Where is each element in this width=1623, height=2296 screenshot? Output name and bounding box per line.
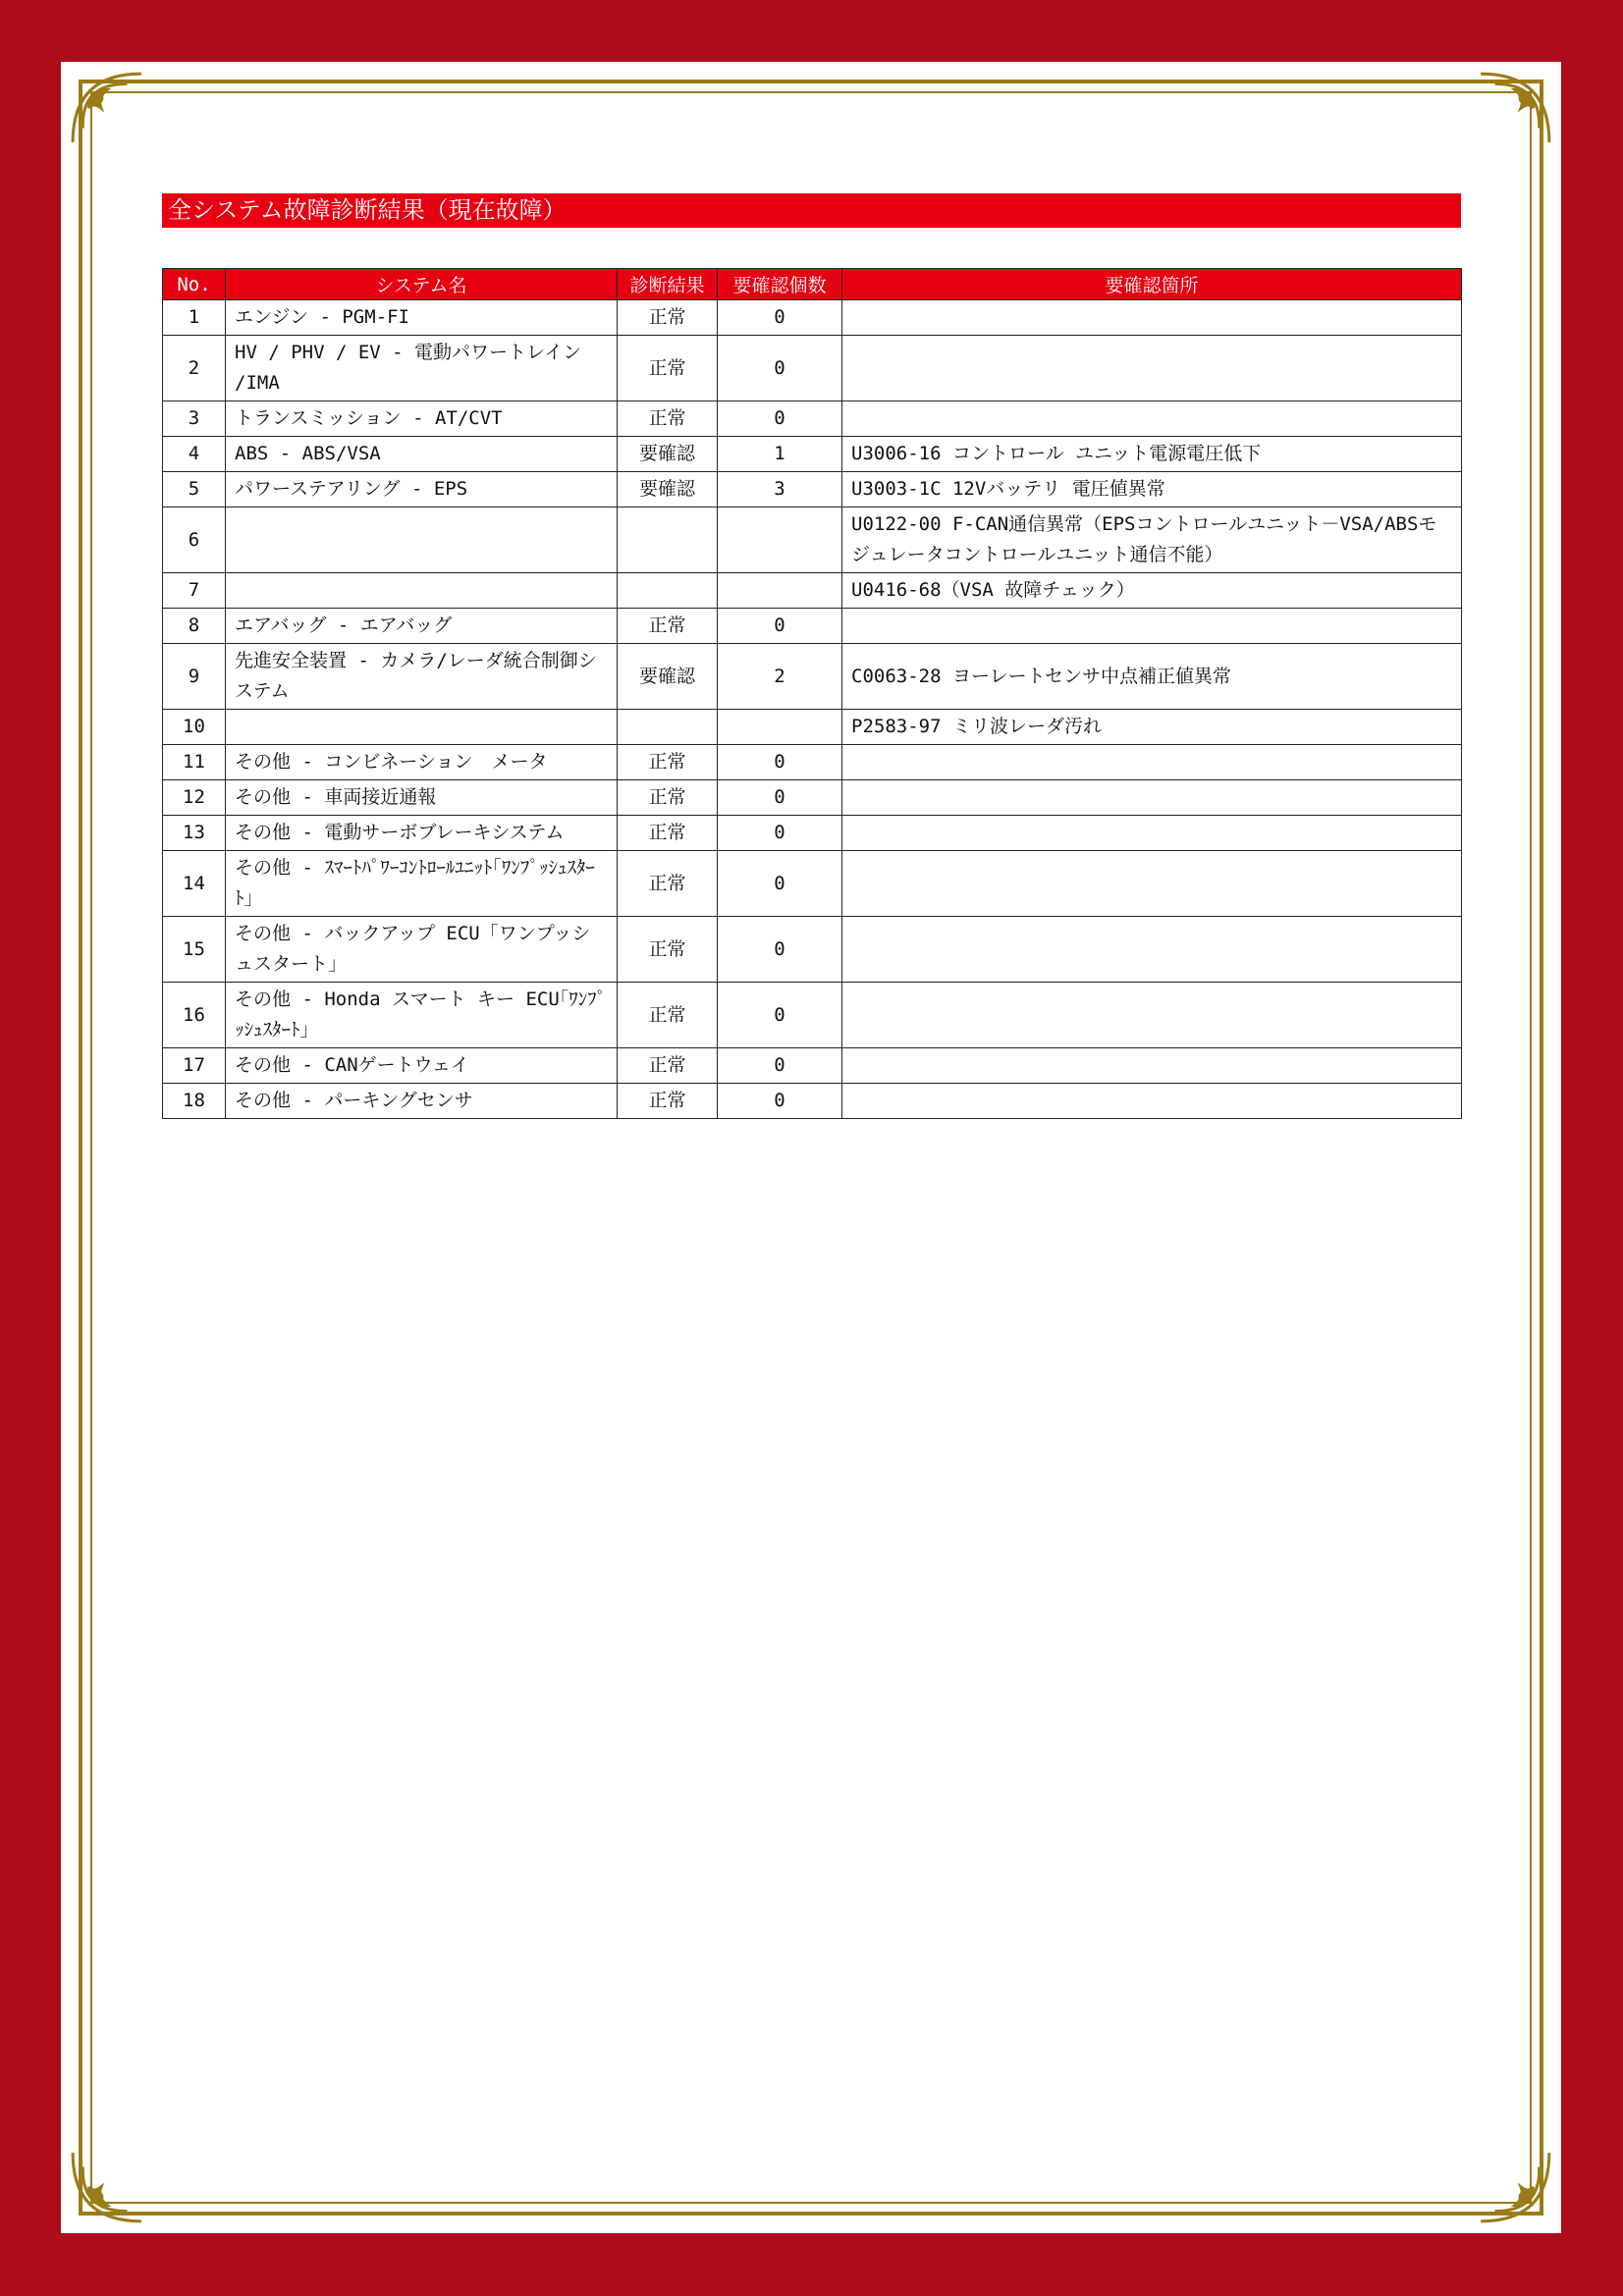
row-system: その他 - CANゲートウェイ [226, 1048, 618, 1084]
row-location: P2583-97 ミリ波レーダ汚れ [842, 710, 1462, 745]
table-row [163, 472, 1462, 507]
row-count: 0 [718, 816, 842, 851]
table-row [163, 507, 1462, 573]
table-row [163, 644, 1462, 710]
row-count: 0 [718, 745, 842, 780]
row-no: 2 [163, 336, 226, 401]
row-result: 正常 [618, 300, 718, 336]
row-result: 正常 [618, 401, 718, 437]
diagnosis-table [162, 268, 1462, 1119]
row-no: 14 [163, 851, 226, 917]
row-result: 正常 [618, 1048, 718, 1084]
row-system: トランスミッション - AT/CVT [226, 401, 618, 437]
table-row [163, 710, 1462, 745]
row-location [842, 983, 1462, 1048]
report-title: 全システム故障診断結果（現在故障） [162, 193, 1461, 228]
row-system: HV / PHV / EV - 電動パワートレイン /IMA [226, 336, 618, 401]
row-no: 11 [163, 745, 226, 780]
table-row [163, 609, 1462, 644]
row-count: 0 [718, 609, 842, 644]
row-result: 正常 [618, 336, 718, 401]
row-location [842, 917, 1462, 983]
row-location: U0416-68（VSA 故障チェック） [842, 573, 1462, 609]
row-system: パワーステアリング - EPS [226, 472, 618, 507]
row-location [842, 851, 1462, 917]
column-header-result: 診断結果 [618, 269, 718, 300]
row-system: 先進安全装置 - カメラ/レーダ統合制御システム [226, 644, 618, 710]
row-location [842, 780, 1462, 816]
row-no: 17 [163, 1048, 226, 1084]
table-row [163, 983, 1462, 1048]
table-row [163, 573, 1462, 609]
row-result: 要確認 [618, 437, 718, 472]
row-system [226, 573, 618, 609]
corner-ornament-icon [67, 2147, 147, 2227]
row-count [718, 710, 842, 745]
column-header-location: 要確認箇所 [842, 269, 1462, 300]
row-system: その他 - コンビネーション メータ [226, 745, 618, 780]
row-system: その他 - 車両接近通報 [226, 780, 618, 816]
row-result: 正常 [618, 851, 718, 917]
row-system: その他 - ｽﾏｰﾄﾊﾟﾜｰｺﾝﾄﾛｰﾙﾕﾆｯﾄ｢ﾜﾝﾌﾟｯｼｭｽﾀｰﾄ｣ [226, 851, 618, 917]
row-location [842, 1084, 1462, 1119]
row-count: 0 [718, 780, 842, 816]
row-no: 18 [163, 1084, 226, 1119]
row-count [718, 507, 842, 573]
row-no: 6 [163, 507, 226, 573]
row-system: その他 - 電動サーボブレーキシステム [226, 816, 618, 851]
row-count: 3 [718, 472, 842, 507]
row-system [226, 710, 618, 745]
row-system: エンジン - PGM-FI [226, 300, 618, 336]
row-result: 正常 [618, 816, 718, 851]
column-header-no: No. [163, 269, 226, 300]
row-location: U3003-1C 12Vバッテリ 電圧値異常 [842, 472, 1462, 507]
table-row [163, 816, 1462, 851]
row-result: 正常 [618, 917, 718, 983]
row-location [842, 300, 1462, 336]
row-count: 0 [718, 401, 842, 437]
row-system: ABS - ABS/VSA [226, 437, 618, 472]
corner-ornament-icon [67, 68, 147, 148]
table-row [163, 780, 1462, 816]
row-system: その他 - バックアップ ECU「ワンプッシュスタート」 [226, 917, 618, 983]
row-count: 0 [718, 983, 842, 1048]
row-no: 7 [163, 573, 226, 609]
row-count: 0 [718, 336, 842, 401]
corner-ornament-icon [1475, 2147, 1555, 2227]
row-location: C0063-28 ヨーレートセンサ中点補正値異常 [842, 644, 1462, 710]
row-count: 2 [718, 644, 842, 710]
row-location [842, 336, 1462, 401]
column-header-count: 要確認個数 [718, 269, 842, 300]
row-location: U3006-16 コントロール ユニット電源電圧低下 [842, 437, 1462, 472]
row-location [842, 1048, 1462, 1084]
row-result [618, 710, 718, 745]
table-row [163, 851, 1462, 917]
row-no: 16 [163, 983, 226, 1048]
row-no: 13 [163, 816, 226, 851]
row-result: 正常 [618, 745, 718, 780]
row-count: 0 [718, 300, 842, 336]
row-location: U0122-00 F-CAN通信異常（EPSコントロールユニット－VSA/ABSモジュレータコントロールユニット通信不能） [842, 507, 1462, 573]
row-location [842, 401, 1462, 437]
table-row [163, 745, 1462, 780]
row-no: 10 [163, 710, 226, 745]
row-count: 0 [718, 917, 842, 983]
row-result: 要確認 [618, 472, 718, 507]
row-result: 正常 [618, 609, 718, 644]
table-row [163, 437, 1462, 472]
column-header-system: システム名 [226, 269, 618, 300]
row-system: エアバッグ - エアバッグ [226, 609, 618, 644]
row-count: 1 [718, 437, 842, 472]
table-row [163, 1048, 1462, 1084]
row-result: 要確認 [618, 644, 718, 710]
table-header-row [163, 269, 1462, 300]
row-system: その他 - Honda スマート キー ECU｢ﾜﾝﾌﾟｯｼｭｽﾀｰﾄ｣ [226, 983, 618, 1048]
table-row [163, 401, 1462, 437]
report-page [61, 62, 1561, 2233]
row-result [618, 507, 718, 573]
table-row [163, 300, 1462, 336]
row-count: 0 [718, 851, 842, 917]
row-no: 8 [163, 609, 226, 644]
row-no: 5 [163, 472, 226, 507]
row-result [618, 573, 718, 609]
table-row [163, 336, 1462, 401]
row-no: 9 [163, 644, 226, 710]
row-system: その他 - パーキングセンサ [226, 1084, 618, 1119]
row-location [842, 609, 1462, 644]
row-no: 1 [163, 300, 226, 336]
row-count: 0 [718, 1048, 842, 1084]
row-result: 正常 [618, 983, 718, 1048]
table-row [163, 1084, 1462, 1119]
row-location [842, 816, 1462, 851]
row-count [718, 573, 842, 609]
row-count: 0 [718, 1084, 842, 1119]
row-location [842, 745, 1462, 780]
row-result: 正常 [618, 780, 718, 816]
row-no: 4 [163, 437, 226, 472]
row-system [226, 507, 618, 573]
row-result: 正常 [618, 1084, 718, 1119]
row-no: 15 [163, 917, 226, 983]
corner-ornament-icon [1475, 68, 1555, 148]
row-no: 3 [163, 401, 226, 437]
table-row [163, 917, 1462, 983]
row-no: 12 [163, 780, 226, 816]
